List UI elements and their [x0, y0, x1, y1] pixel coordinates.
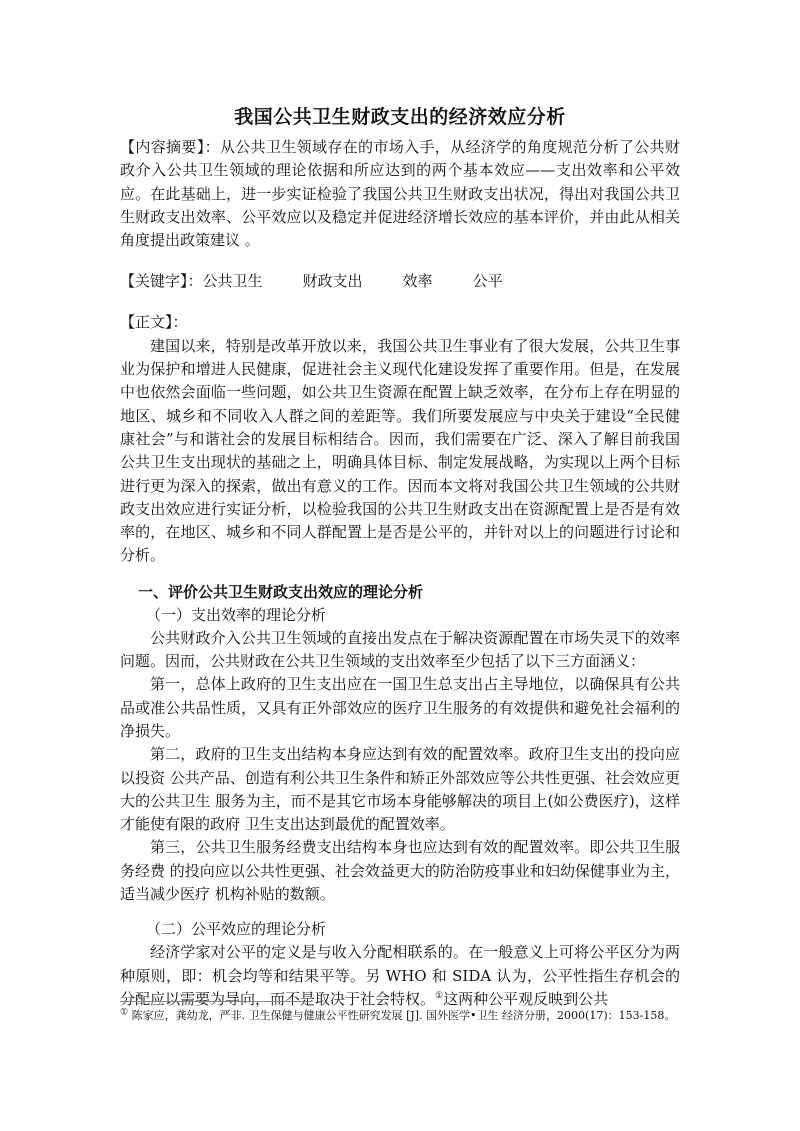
keyword-item: 效率 [402, 272, 433, 291]
document-page [120, 104, 680, 1011]
keyword-item: 公平 [472, 272, 503, 291]
spacer [120, 293, 680, 311]
paper-title: 我国公共卫生财政支出的经济效应分析 [234, 106, 566, 128]
keywords-label: 【关键字】： [120, 272, 203, 291]
section-heading: 一、评价公共卫生财政支出效应的理论分析 [138, 582, 424, 601]
spacer [120, 906, 680, 918]
abstract-text: 从公共卫生领域存在的市场入手，从经济学的角度规范分析了公共财政介入公共卫生领域的理论依据和所应达到的两个基本效应——支出效率和公平效应。在此基础上，进一步实证检验了我国公共卫生财政支出状况，得出对我国公共卫生财政支出效率、公平效应以及稳定并促进经济增长效应的基本评价，并由此从相关角度提出政策建议 。 [120, 138, 680, 250]
spacer [120, 568, 680, 580]
footnote-marker: ① [120, 1007, 129, 1018]
footnote-text: 陈家应，龚幼龙，严非. 卫生保健与健康公平性研究发展 [J]. 国外医学•卫生 经济分册，2000(17)：153-158。 [128, 1009, 676, 1022]
subsection-heading: （一）支出效率的理论分析 [146, 605, 327, 624]
body-paragraph: 第一，总体上政府的卫生支出应在一国卫生总支出占主导地位，以确保具有公共品或准公共品性质，又具有正外部效应的医疗卫生服务的有效提供和避免社会福利的净损失。 [120, 675, 680, 740]
body-paragraph: 公共财政介入公共卫生领域的直接出发点在于解决资源配置在市场失灵下的效率问题。因而，公共财政在公共卫生领域的支出效率至少包括了以下三方面涵义： [120, 628, 680, 671]
keywords-line [120, 270, 680, 293]
spacer [120, 252, 680, 270]
body-paragraph: 第三，公共卫生服务经费支出结构本身也应达到有效的配置效率。即公共卫生服务经费 的投向应以公共性更强、社会效益更大的防治防疫事业和妇幼保健事业为主，适当减少医疗 机构补贴的数额。 [120, 838, 680, 904]
subsection-heading: （二）公平效应的理论分析 [146, 920, 327, 939]
keyword-item: 公共卫生 [202, 272, 263, 291]
footnote-reference[interactable]: ① [435, 990, 444, 1001]
intro-paragraph: 建国以来，特别是改革开放以来，我国公共卫生事业有了很大发展，公共卫生事业为保护和增进人民健康，促进社会主义现代化建设发挥了重要作用。但是，在发展中也依然会面临一些问题，如公共卫生资源在配置上缺乏效率，在分布上存在明显的地区、城乡和不同收入人群之间的差距等。我们所要发展应与中央关于建设“全民健康社会”与和谐社会的发展目标相结合。因而，我们需要在广泛、深入了解目前我国公共卫生支出现状的基础之上，明确具体目标、制定发展战略，为实现以上两个目标进行更为深入的探索，做出有意义的工作。因而本文将对我国公共卫生领域的公共财政支出效应进行实证分析，以检验我国的公共卫生财政支出在资源配置上是否是有效率的，在地区、城乡和不同人群配置上是否是公平的，并针对以上的问题进行讨论和分析。 [120, 336, 680, 565]
footnote [120, 1006, 680, 1025]
keyword-item: 财政支出 [302, 272, 363, 291]
body-paragraph: 第二，政府的卫生支出结构本身应达到有效的配置效率。政府卫生支出的投向应以投资 公共产品、创造有利公共卫生条件和矫正外部效应等公共性更强、社会效应更大的公共卫生 服务为主，而不是其它市场本身能够解决的项目上(如公费医疗)，这样才能使有限的政府 卫生支出达到最优的配置效率。 [120, 745, 680, 834]
abstract-paragraph [120, 136, 680, 252]
paragraph-text: 这两种公平观反映到公共 [443, 989, 609, 1008]
paragraph-text: 经济学家对公平的定义是与收入分配相联系的。在一般意义上可将公平区分为两种原则，即：机会均等和结果平等。另 WHO 和 SIDA 认为，公平性指生存机会的分配应以需要为导向，而不是取决于社会特权。 [120, 943, 680, 1008]
body-label: 【正文】： [120, 313, 188, 332]
footnote-separator [120, 1001, 310, 1002]
abstract-label: 【内容摘要】： [120, 138, 220, 156]
